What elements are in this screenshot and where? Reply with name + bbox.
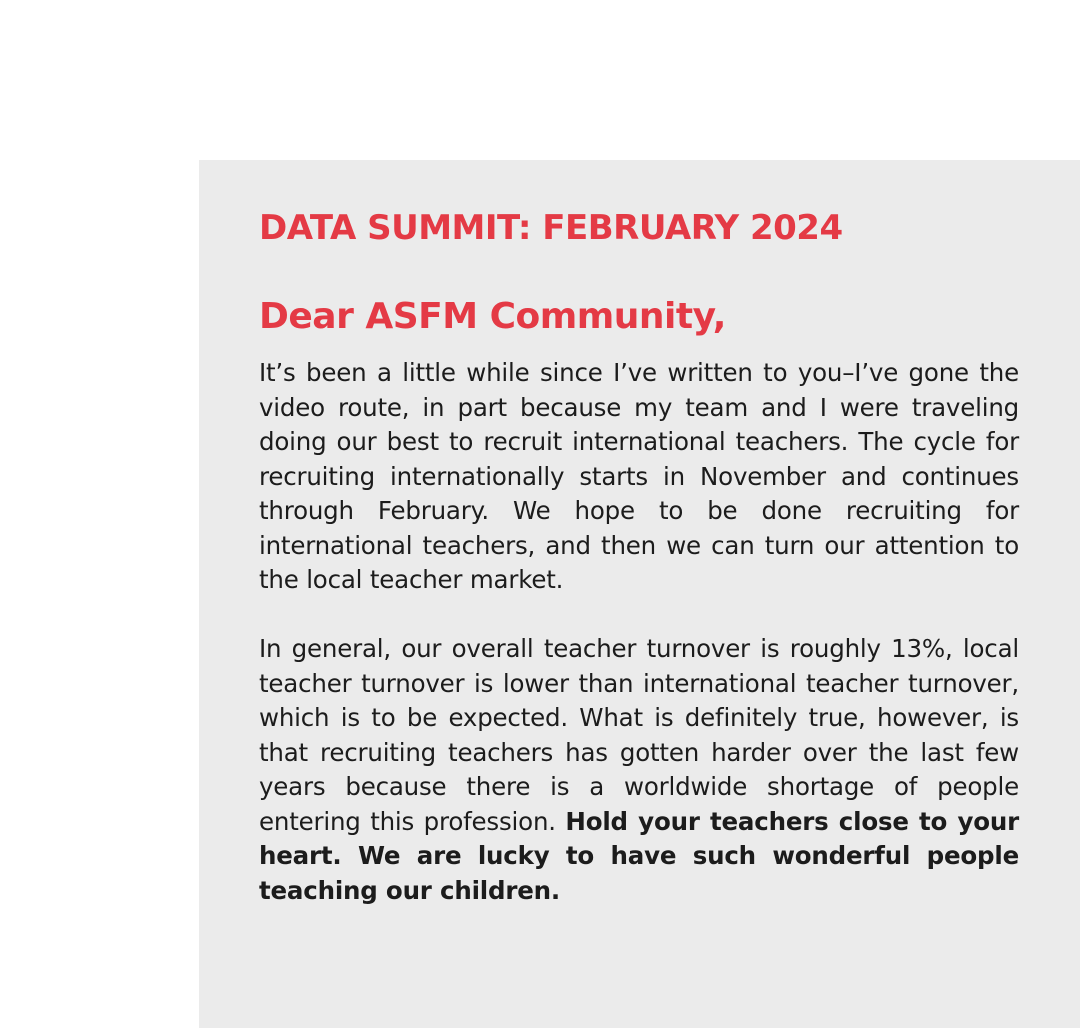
letter-paragraph-2-text: In general, our overall teacher turnover is roughly 13%, local teacher turnover is lower than international teacher turnover, which is to be expected. What is definitely true, however, is that recruiting teachers has gotten harder over the last few years because there is a worldwide shortage of people entering this profession. (259, 634, 1019, 836)
letter-greeting: Dear ASFM Community, (259, 296, 726, 337)
letter-panel (199, 160, 1080, 1028)
letter-paragraph-2 (259, 632, 1019, 908)
letter-paragraph-1: It’s been a little while since I’ve written to you–I’ve gone the video route, in part because my team and I were traveling doing our best to recruit international teachers. The cycle for recruiting internationally starts in November and continues through February. We hope to be done recruiting for international teachers, and then we can turn our attention to the local teacher market. (259, 358, 1019, 594)
letter-paragraph-2-emphasis: Hold your teachers close to your heart. We are lucky to have such wonderful people teaching our children. (259, 806, 1020, 905)
letter-content (259, 206, 1019, 908)
letter-heading: DATA SUMMIT: FEBRUARY 2024 (259, 208, 843, 248)
